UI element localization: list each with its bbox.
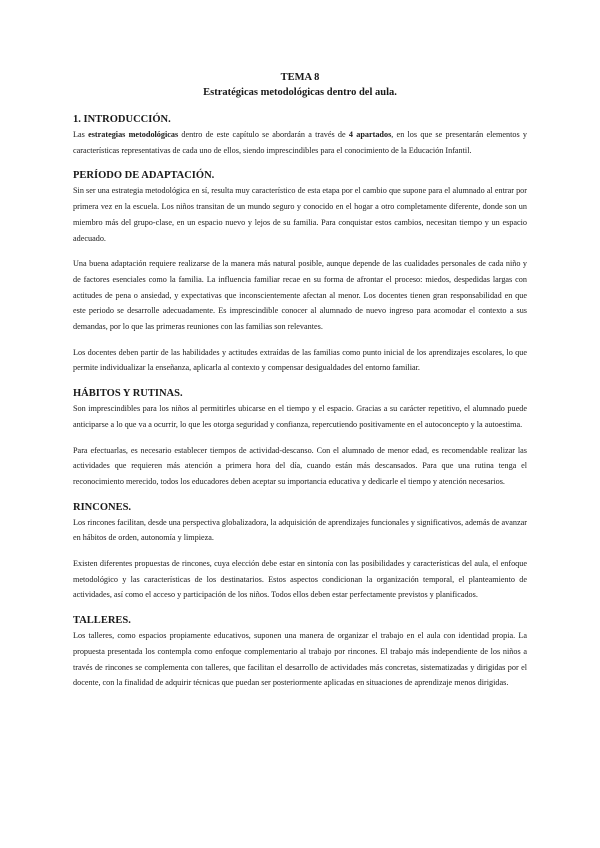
intro-bold-apartados: 4 apartados [348,130,392,139]
habitos-paragraph-1: Son imprescindibles para los niños al permitirles ubicarse en el tiempo y el espacio. Gracias a su carácter repetitivo, el alumnado puede anticiparse a lo que va a ocurrir, lo que les otorga seguridad y confianza, repercutiendo positivamente en el autoconcepto y la autoestima. [73,404,527,429]
section-rincones [73,501,527,604]
intro-paragraph [73,127,527,158]
intro-text-e: , en los que se presentarán elementos y características representativas de cada uno de ellos, siendo imprescindibles para el conocimiento de la Educación Infantil. [73,130,527,155]
section-heading-rincones: RINCONES. [73,501,132,513]
intro-text-a: Las [73,130,89,139]
intro-text-c: dentro de este capítulo se abordarán a través de [178,130,349,139]
intro-bold-estrategias: estrategias metodológicas [88,130,179,139]
section-habitos [73,387,527,490]
rincones-paragraph-2: Existen diferentes propuestas de rincones, cuya elección debe estar en sintonía con las posibilidades y características del aula, el enfoque metodológico y las características de los destinatarios. Estos aspectos condicionan la organización temporal, el planteamiento de actividades, así como el acceso y participación de los niños. Todos ellos deben estar perfectamente previstos y planificados. [73,559,527,600]
section-heading-adaptacion: PERÍODO DE ADAPTACIÓN. [73,170,215,182]
talleres-paragraph-1: Los talleres, como espacios propiamente educativos, suponen una manera de organizar el trabajo en el aula con identidad propia. La propuesta presentada los contempla como enfoque complementario al trabajo por rincones. El trabajo más independiente de los niños a través de rincones se complementa con talleres, que facilitan el desarrollo de actividades más concretas, sistematizadas y dirigidas por el docente, con la finalidad de adquirir técnicas que puedan ser posteriormente aplicadas en situaciones de aprendizaje menos dirigidas. [73,631,527,688]
adaptacion-paragraph-1: Sin ser una estrategia metodológica en sí, resulta muy característico de esta etapa por el cambio que supone para el alumnado al entrar por primera vez en la escuela. Los niños transitan de un mundo seguro y conocido en el hogar a otro completamente diferente, donde son un miembro más del grupo-clase, en un espacio nuevo y lejos de su familia. Para conquistar estos cambios, necesitan tiempo y un espacio adecuado. [73,186,527,243]
section-talleres [73,614,527,691]
title-block [73,70,527,100]
section-introduccion [73,113,527,158]
habitos-paragraph-2: Para efectuarlas, es necesario establecer tiempos de actividad-descanso. Con el alumnado de menor edad, es recomendable realizar las actividades que requieren más atención a primera hora del día, cuando están más descansados. Para que una rutina tenga el reconocimiento merecido, todos los educadores deben aceptar su importancia educativa y dedicarle el tiempo y atención necesarios. [73,445,527,486]
section-adaptacion [73,169,527,376]
rincones-paragraph-1: Los rincones facilitan, desde una perspectiva globalizadora, la adquisición de aprendizajes funcionales y significativos, además de avanzar en hábitos de orden, autonomía y limpieza. [73,517,528,543]
topic-number: TEMA 8 [280,72,320,83]
section-heading-introduccion: 1. INTRODUCCIÓN. [73,114,171,125]
section-heading-talleres: TALLERES. [73,615,131,627]
section-heading-habitos: HÁBITOS Y RUTINAS. [73,388,183,400]
adaptacion-paragraph-2: Una buena adaptación requiere realizarse de la manera más natural posible, aunque depende de las cualidades personales de cada niño y de factores esenciales como la familia. La influencia familiar recae en su forma de afrontar el proceso: miedos, despedidas largas con actitudes de pena o ansiedad, y expectativas que inconscientemente afectan al menor. Los docentes tienen gran responsabilidad en que este periodo se desarrolle adecuadamente. Es imprescindible conocer al alumnado de nuevo ingreso para acomodar el contexto a sus demandas, por lo que las primeras reuniones con las familias son relevantes. [73,259,527,332]
topic-title: Estratégicas metodológicas dentro del aula. [203,87,397,98]
adaptacion-paragraph-3: Los docentes deben partir de las habilidades y actitudes extraídas de las familias como punto inicial de los aprendizajes escolares, lo que permite individualizar la enseñanza, aplicarla al contexto y compensar desigualdades del entorno familiar. [73,347,527,373]
